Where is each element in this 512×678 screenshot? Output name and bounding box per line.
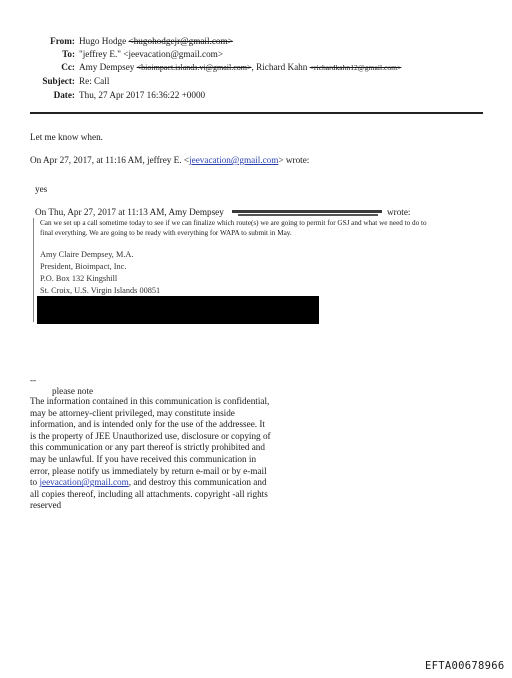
quote1-email-link[interactable]: jeevacation@gmail.com	[189, 155, 279, 165]
document-id: EFTA00678966	[425, 660, 505, 672]
cc-separator: , Richard Kahn	[251, 62, 308, 72]
redaction-scribble-2	[238, 214, 378, 216]
date-label: Date:	[53, 90, 75, 100]
disclaimer-email-link[interactable]: jeevacation@gmail.com	[39, 477, 129, 488]
disclaimer-body: The information contained in this communication is confidential, may be attorney-client privileged, may constitute inside information, and is intended only for the use of the addressee. It is the property of JEE Unauthorized use, disclosure or copying of this communication or any part thereof is strictly prohibited and may be unlawful. If you have received this communication in error, please notify us immediately by return e-mail or by e-mail to	[30, 396, 271, 488]
cc-label: Cc:	[61, 62, 75, 72]
from-name: Hugo Hodge	[79, 36, 127, 46]
redaction-block	[37, 296, 319, 324]
quote-header-1	[30, 155, 309, 165]
cc-email-1: <bioimpact.islands.vi@gmail.com>	[136, 63, 252, 72]
yes-text: yes	[35, 184, 48, 194]
cc-name-1: Amy Dempsey	[79, 62, 135, 72]
signature-title: President, Bioimpact, Inc.	[40, 262, 127, 271]
quote-bar	[33, 218, 34, 322]
subject-label: Subject:	[42, 76, 75, 86]
message-line-2: final everything. We are going to be ready with everything for WAPA to submit in May.	[40, 229, 292, 237]
disclaimer-text	[30, 396, 272, 512]
please-note: please note	[52, 386, 94, 396]
signature-city: St. Croix, U.S. Virgin Islands 00851	[40, 286, 161, 295]
from-email: <hugohodgejr@gmail.com>	[128, 36, 233, 46]
header-divider	[30, 112, 483, 114]
redaction-scribble	[232, 210, 382, 213]
from-value	[79, 36, 233, 46]
reply-line: Let me know when.	[30, 132, 103, 142]
subject-value: Re: Call	[79, 76, 110, 86]
cc-value	[79, 62, 401, 72]
quote2-suffix: wrote:	[387, 207, 411, 217]
quote-header-2	[35, 207, 224, 217]
signature-dashes: --	[30, 375, 37, 385]
signature-name: Amy Claire Dempsey, M.A.	[40, 250, 134, 259]
message-line-1: Can we set up a call sometime today to see if we can finalize which route(s) we are going to permit for GSJ and what we need to do to	[40, 219, 427, 227]
date-value: Thu, 27 Apr 2017 16:36:22 +0000	[79, 90, 206, 100]
quote1-suffix: > wrote:	[278, 155, 310, 165]
cc-email-2: <richardkahn12@gmail.com>	[309, 63, 402, 72]
quote1-prefix: On Apr 27, 2017, at 11:16 AM, jeffrey E. <	[30, 155, 190, 165]
to-value: "jeffrey E." <jeevacation@gmail.com>	[79, 49, 224, 59]
disclaimer-closing: , and destroy this communication and all copies thereof, including all attachments. copyright -all rights reserved	[30, 477, 268, 511]
quote2-prefix: On Thu, Apr 27, 2017 at 11:13 AM, Amy Dempsey	[35, 207, 224, 217]
from-label: From:	[50, 36, 75, 46]
to-label: To:	[62, 49, 75, 59]
signature-box: P.O. Box 132 Kingshill	[40, 274, 118, 283]
